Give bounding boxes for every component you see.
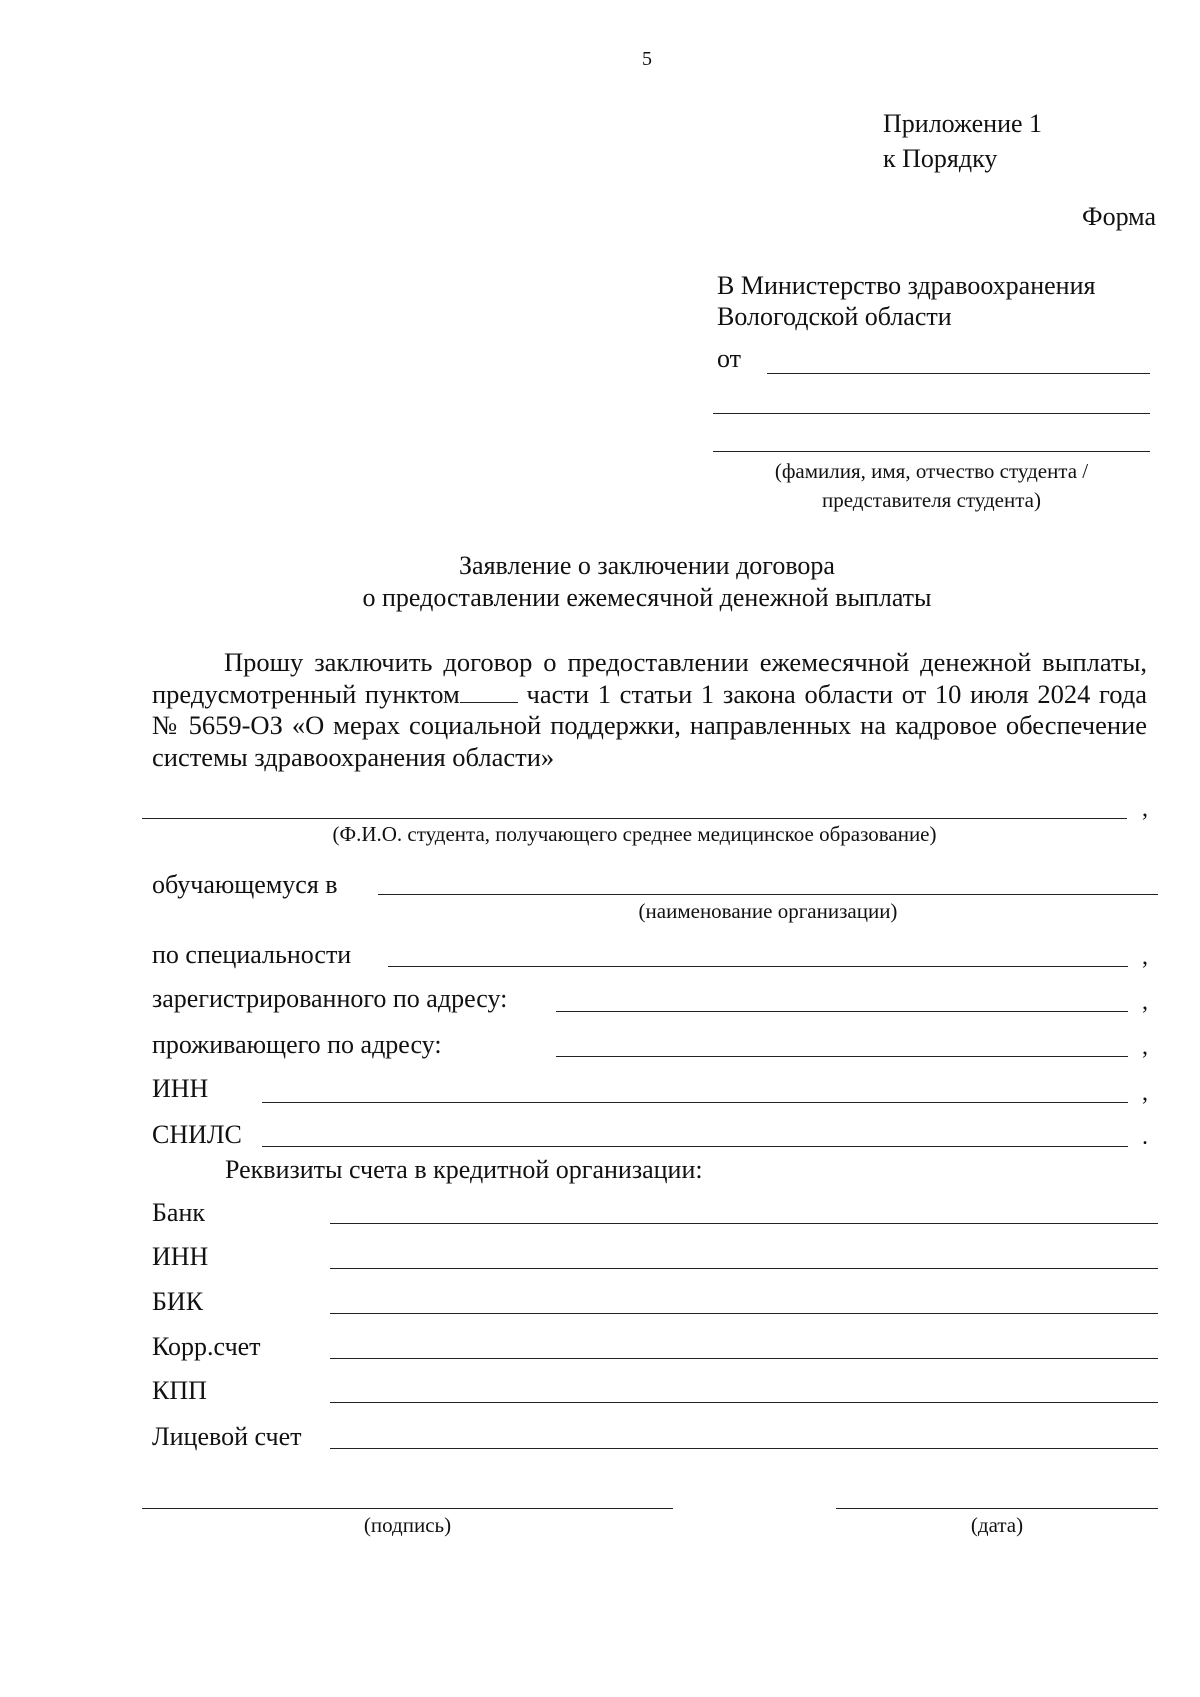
signature-caption: (подпись) bbox=[363, 1513, 452, 1537]
appendix-line2: к Порядку bbox=[883, 144, 998, 173]
date-field[interactable] bbox=[836, 1508, 1158, 1509]
kpp-label: КПП bbox=[152, 1376, 207, 1405]
bank-label: Банк bbox=[152, 1198, 206, 1227]
document-title bbox=[0, 550, 1200, 614]
corr-account-label: Корр.счет bbox=[152, 1332, 261, 1361]
appendix-header bbox=[883, 106, 1042, 176]
corr-account-field[interactable] bbox=[330, 1358, 1158, 1359]
organization-caption: (наименование организации) bbox=[638, 899, 898, 923]
form-label: Форма bbox=[1082, 202, 1156, 231]
request-paragraph bbox=[152, 647, 1147, 773]
registered-address-field[interactable] bbox=[556, 1011, 1128, 1012]
inn-comma: , bbox=[1142, 1080, 1148, 1106]
snils-label: СНИЛС bbox=[152, 1120, 242, 1149]
living-address-field[interactable] bbox=[556, 1056, 1128, 1057]
registered-address-label: зарегистрированного по адресу: bbox=[152, 984, 508, 1013]
living-address-label: проживающего по адресу: bbox=[152, 1030, 442, 1059]
request-text-part1: Прошу заключить договор о предоставлении ежемесячной денежной выплаты, предусмотренный пунктом bbox=[152, 647, 1147, 709]
addressee-line1: В Министерство здравоохранения bbox=[717, 271, 1096, 300]
applicant-caption-line1: (фамилия, имя, отчество студента / bbox=[774, 459, 1089, 483]
bank-inn-label: ИНН bbox=[152, 1242, 209, 1271]
applicant-name-field-1[interactable] bbox=[767, 373, 1150, 374]
personal-account-field[interactable] bbox=[330, 1448, 1158, 1449]
snils-period: . bbox=[1142, 1124, 1148, 1150]
registered-comma: , bbox=[1142, 989, 1148, 1015]
date-caption: (дата) bbox=[970, 1513, 1024, 1537]
fio-comma: , bbox=[1142, 796, 1148, 822]
applicant-name-field-2[interactable] bbox=[713, 413, 1150, 414]
bank-field[interactable] bbox=[330, 1223, 1158, 1224]
personal-account-label: Лицевой счет bbox=[152, 1422, 302, 1451]
applicant-name-caption bbox=[713, 457, 1150, 515]
studying-at-label: обучающемуся в bbox=[152, 870, 338, 899]
kpp-field[interactable] bbox=[330, 1402, 1158, 1403]
inn-field[interactable] bbox=[262, 1102, 1128, 1103]
page-number: 5 bbox=[642, 48, 652, 70]
student-fio-caption: (Ф.И.О. студента, получающего среднее медицинское образование) bbox=[332, 822, 937, 846]
appendix-line1: Приложение 1 bbox=[883, 109, 1043, 138]
living-comma: , bbox=[1142, 1034, 1148, 1060]
bank-details-heading: Реквизиты счета в кредитной организации: bbox=[225, 1155, 703, 1184]
bik-label: БИК bbox=[152, 1287, 204, 1316]
student-fio-field[interactable] bbox=[142, 818, 1127, 819]
from-label: от bbox=[717, 344, 742, 373]
bik-field[interactable] bbox=[330, 1313, 1158, 1314]
request-text-part2: части 1 статьи 1 закона области от 10 июля 2024 года № 5659-ОЗ «О мерах социальной поддержки, направленных на кадровое обеспечение системы здравоохранения области» bbox=[152, 678, 1147, 772]
addressee-line2: Вологодской области bbox=[717, 302, 952, 331]
specialty-comma: , bbox=[1142, 944, 1148, 970]
clause-number-field[interactable] bbox=[460, 680, 518, 703]
inn-label: ИНН bbox=[152, 1074, 209, 1103]
title-line1: Заявление о заключении договора bbox=[459, 551, 835, 580]
snils-field[interactable] bbox=[262, 1146, 1128, 1147]
applicant-caption-line2: представителя студента) bbox=[822, 488, 1041, 512]
signature-field[interactable] bbox=[142, 1508, 673, 1509]
specialty-field[interactable] bbox=[388, 966, 1128, 967]
bank-inn-field[interactable] bbox=[330, 1268, 1158, 1269]
addressee-block bbox=[717, 270, 1095, 332]
organization-field[interactable] bbox=[378, 894, 1158, 895]
applicant-name-field-3[interactable] bbox=[713, 451, 1150, 452]
specialty-label: по специальности bbox=[152, 940, 352, 969]
title-line2: о предоставлении ежемесячной денежной выплаты bbox=[362, 583, 932, 612]
